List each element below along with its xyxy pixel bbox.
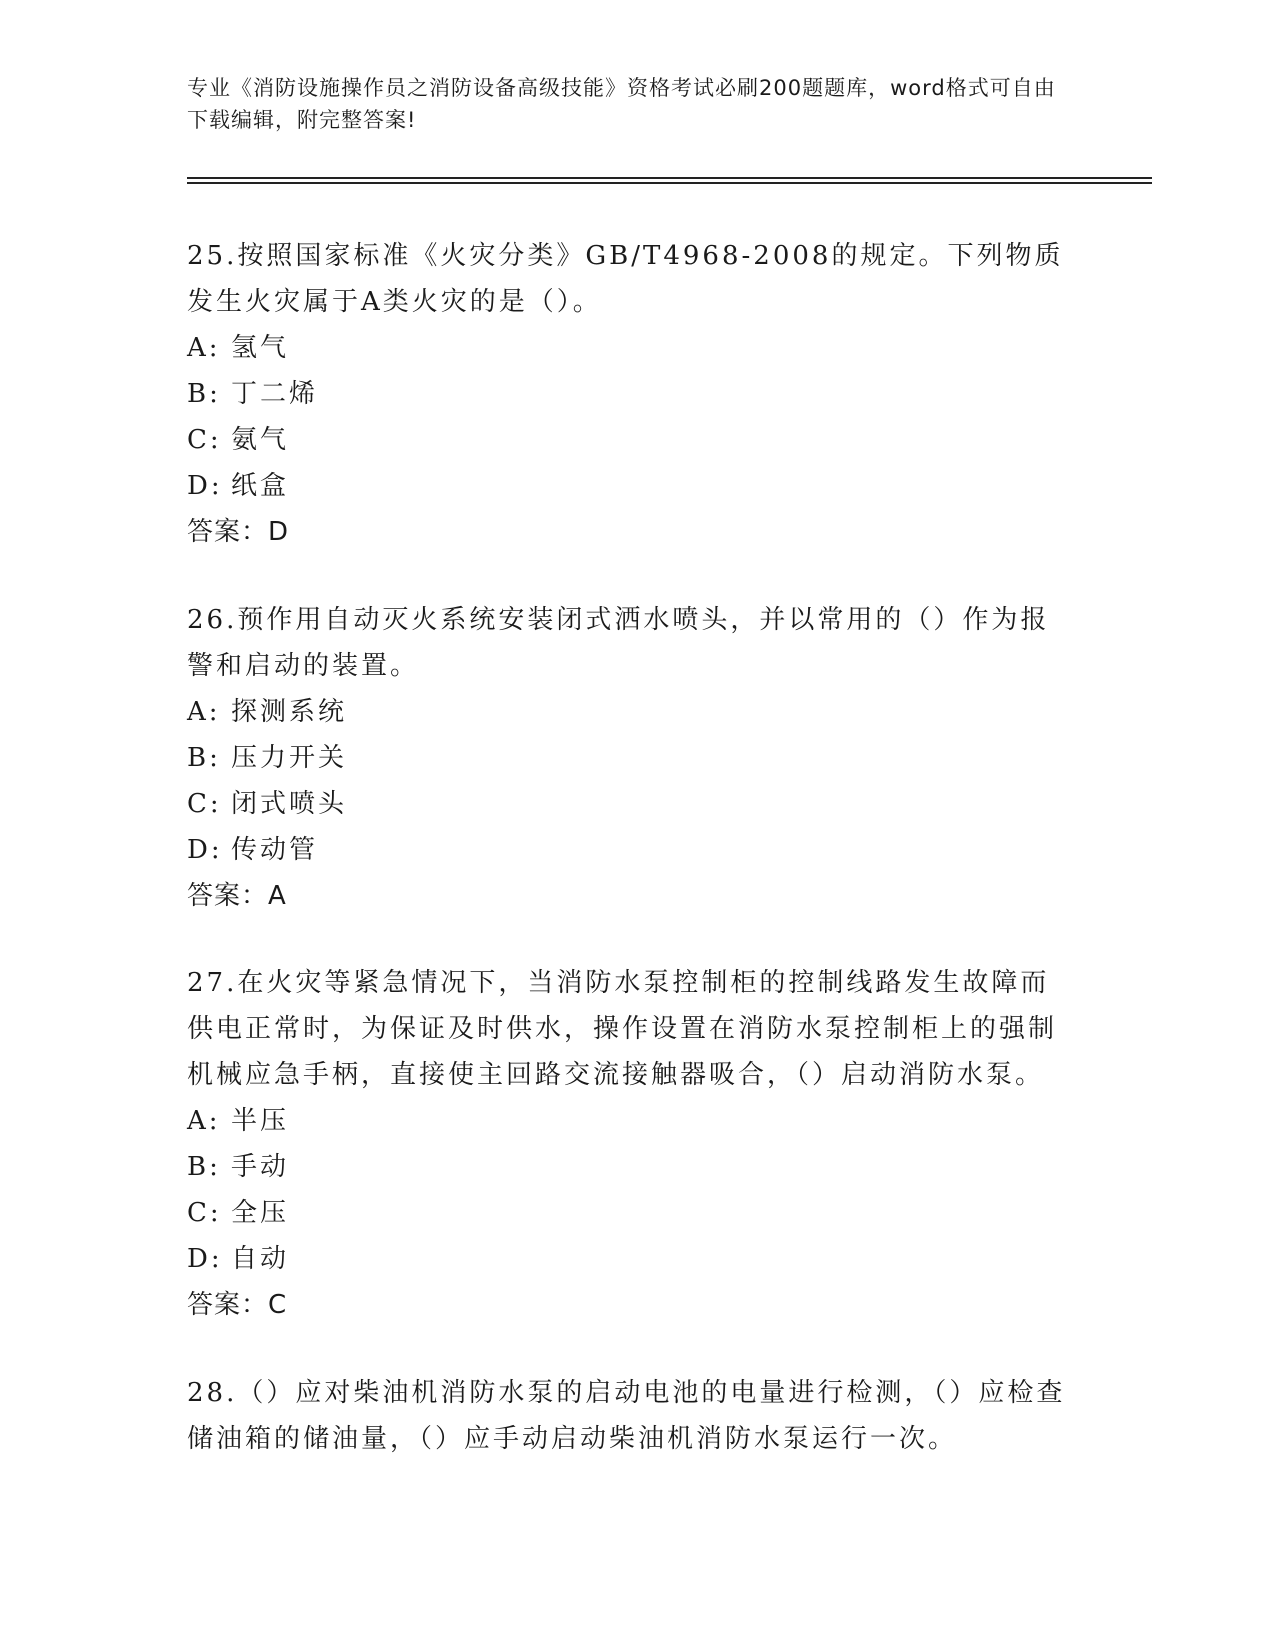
option-text: 自动 <box>231 1244 290 1274</box>
option-text: 压力开关 <box>231 743 348 773</box>
option-a <box>187 689 1067 735</box>
option-key: C: <box>187 1198 222 1228</box>
option-d <box>187 1236 1067 1282</box>
option-text: 探测系统 <box>231 697 348 727</box>
option-text: 手动 <box>231 1152 290 1182</box>
option-b <box>187 1144 1067 1190</box>
option-b <box>187 371 1067 417</box>
question-stem: 26.预作用自动灭火系统安装闭式洒水喷头，并以常用的（）作为报警和启动的装置。 <box>187 605 1050 681</box>
question-25 <box>187 233 1067 555</box>
option-text: 闭式喷头 <box>231 789 348 819</box>
option-d <box>187 463 1067 509</box>
option-key: D: <box>187 835 223 865</box>
question-stem: 28.（）应对柴油机消防水泵的启动电池的电量进行检测，（）应检查储油箱的储油量，（）应手动启动柴油机消防水泵运行一次。 <box>187 1378 1066 1454</box>
question-stem: 25.按照国家标准《火灾分类》GB/T4968-2008的规定。下列物质发生火灾属于A类火灾的是（）。 <box>187 241 1064 317</box>
option-text: 传动管 <box>231 835 319 865</box>
option-c <box>187 781 1067 827</box>
option-key: D: <box>187 1244 223 1274</box>
header-divider-bottom <box>187 182 1152 184</box>
option-c <box>187 1190 1067 1236</box>
option-key: C: <box>187 789 222 819</box>
option-a <box>187 1098 1067 1144</box>
option-key: B: <box>187 1152 221 1182</box>
option-key: B: <box>187 379 221 409</box>
option-text: 氢气 <box>231 333 290 363</box>
question-26 <box>187 597 1067 919</box>
option-key: D: <box>187 471 223 501</box>
option-key: A: <box>187 1106 221 1136</box>
option-key: C: <box>187 425 222 455</box>
option-text: 氨气 <box>231 425 290 455</box>
question-27 <box>187 960 1067 1328</box>
answer-line: 答案：D <box>187 517 290 547</box>
option-key: B: <box>187 743 221 773</box>
option-a <box>187 325 1067 371</box>
question-stem: 27.在火灾等紧急情况下，当消防水泵控制柜的控制线路发生故障而供电正常时，为保证及时供水，操作设置在消防水泵控制柜上的强制机械应急手柄，直接使主回路交流接触器吸合，（）启动消防水泵。 <box>187 968 1058 1090</box>
question-28 <box>187 1370 1067 1462</box>
answer-line: 答案：A <box>187 881 287 911</box>
header-divider-top <box>187 177 1152 179</box>
option-d <box>187 827 1067 873</box>
option-c <box>187 417 1067 463</box>
answer-line: 答案：C <box>187 1290 288 1320</box>
option-text: 全压 <box>231 1198 290 1228</box>
option-text: 丁二烯 <box>231 379 319 409</box>
option-text: 半压 <box>231 1106 290 1136</box>
option-key: A: <box>187 333 221 363</box>
option-key: A: <box>187 697 221 727</box>
option-b <box>187 735 1067 781</box>
document-header: 专业《消防设施操作员之消防设备高级技能》资格考试必刷200题题库，word格式可自由下载编辑，附完整答案! <box>187 76 1056 132</box>
option-text: 纸盒 <box>231 471 290 501</box>
